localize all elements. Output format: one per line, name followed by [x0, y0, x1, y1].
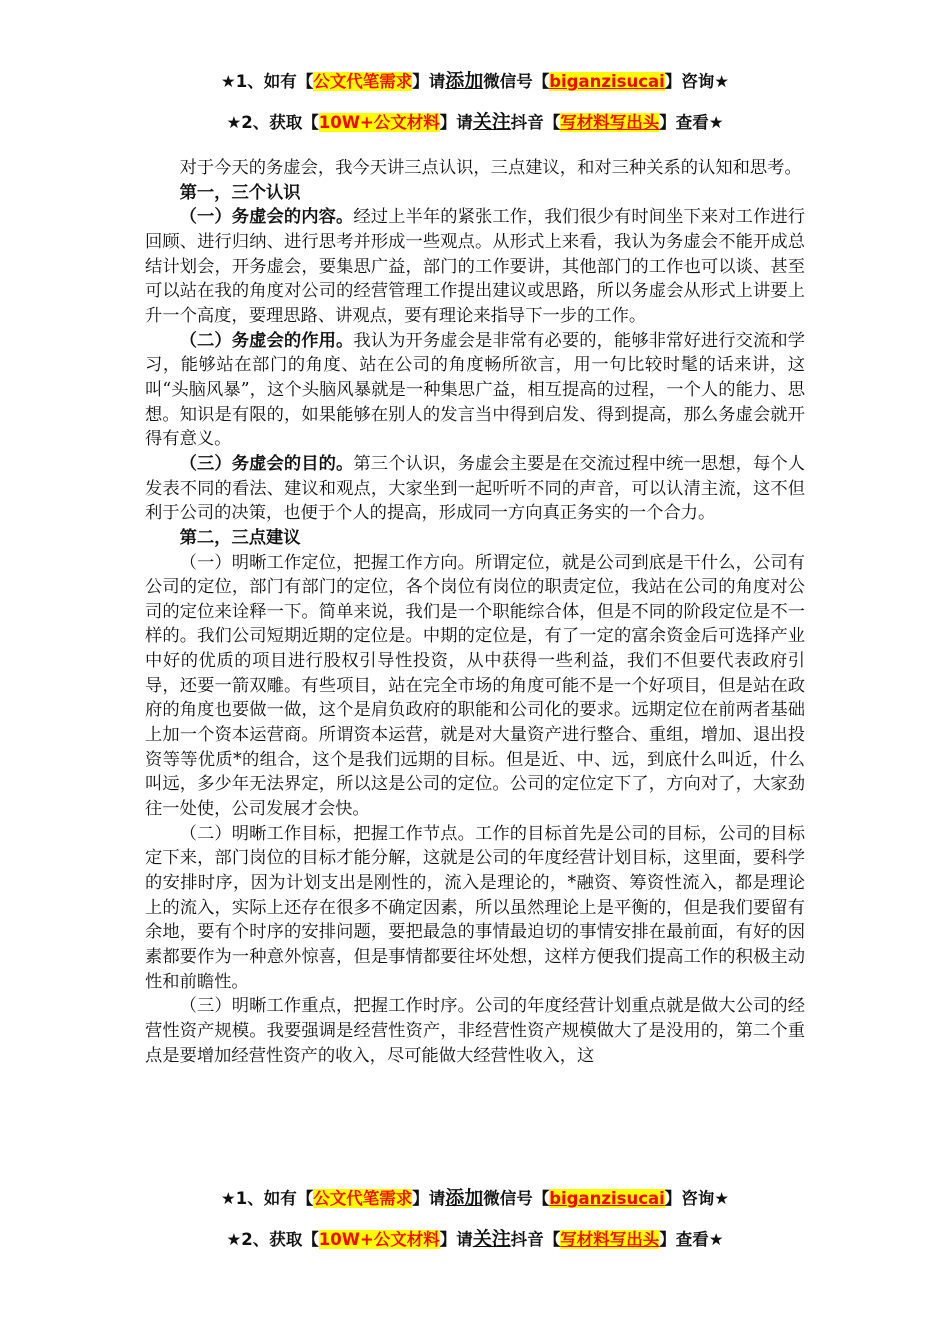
paragraph-2 — [145, 329, 805, 452]
banner-douyin-id: 写材料写出头 — [560, 113, 660, 132]
header-banner-line-1 — [0, 69, 950, 94]
paragraph-4: （一）明晰工作定位，把握工作方向。所谓定位，就是公司到底是干什么，公司有公司的定位，部门有部门的定位，各个岗位有岗位的职责定位，我站在公司的角度对公司的定位来诠释一下。简单来说，我们是一个职能综合体，但是不同的阶段定位是不一样的。我们公司短期近期的定位是。中期的定位是，有了一定的富余资金后可选择产业中好的优质的项目进行股权引导性投资，从中获得一些利益，我们不但要代表政府引导，还要一箭双雕。有些项目，站在完全市场的角度可能不是一个好项目，但是站在政府的角度也要做一做，这个是肩负政府的职能和公司化的要求。远期定位在前两者基础上加一个资本运营商。所谓资本运营，就是对大量资产进行整合、重组，增加、退出投资等等优质*的组合，这个是我们远期的目标。但是近、中、远，到底什么叫近，什么叫远，多少年无法界定，所以这是公司的定位。公司的定位定下了，方向对了，大家劲往一处使，公司发展才会快。 — [145, 552, 805, 820]
header-banner-line-2 — [0, 110, 950, 135]
banner-wechat-id: biganzisucai — [549, 72, 665, 91]
banner-underline: 关注 — [472, 111, 511, 133]
banner-highlight: 10W+公文材料 — [318, 113, 440, 132]
paragraph-1-text: 经过上半年的紧张工作，我们很少有时间坐下来对工作进行回顾、进行归纳、进行思考并形成一些观点。从形式上来看，我认为务虚会不能开成总结计划会，开务虚会，要集思广益，部门的工作要讲，其他部门的工作也可以谈、甚至可以站在我的角度对公司的经营管理工作提出建议或思路，所以务虚会从形式上讲要上升一个高度，要理思路、讲观点，要有理论来指导下一步的工作。 — [145, 207, 805, 326]
banner-text: ★2、获取【 — [226, 113, 319, 132]
banner-underline: 关注 — [472, 1228, 511, 1250]
paragraph-2-text: 我认为开务虚会是非常有必要的，能够非常好进行交流和学习，能够站在部门的角度、站在公司的角度畅所欲言，用一句比较时髦的话来讲，这叫“头脑风暴”，这个头脑风暴就是一种集思广益，相互提高的过程，一个人的能力、思想。知识是有限的，如果能够在别人的发言当中得到启发、得到提高，那么务虚会就开得有意义。 — [145, 330, 805, 450]
banner-text: 】请 — [412, 1189, 446, 1208]
paragraph-5: （二）明晰工作目标，把握工作节点。工作的目标首先是公司的目标，公司的目标定下来，部门岗位的目标才能分解，这就是公司的年度经营计划目标，这里面，要科学的安排时序，因为计划支出是刚性的，流入是理论的，*融资、筹资性流入，都是理论上的流入，实际上还存在很多不确定因素，所以虽然理论上是平衡的，但是我们要留有余地，要有个时序的安排问题，要把最急的事情最迫切的事情安排在最前面，有好的因素都要作为一种意外惊喜，但是事情都要往坏处想，这样方便我们提高工作的积极主动性和前瞻性。 — [145, 823, 805, 992]
banner-text: 抖音【 — [510, 1230, 561, 1249]
footer-banner-line-1 — [0, 1186, 950, 1211]
section-1-title: 第一，三个认识 — [179, 182, 301, 203]
paragraph-1-heading: （一）务虚会的内容。 — [179, 207, 354, 228]
banner-text: ★1、如有【 — [220, 72, 314, 91]
banner-underline: 添加 — [445, 70, 484, 92]
banner-highlight: 公文代笔需求 — [313, 72, 413, 91]
banner-text: ★1、如有【 — [220, 1189, 314, 1208]
banner-text: 】咨询★ — [664, 1189, 730, 1208]
paragraph-3-text: 第三个认识，务虚会主要是在交流过程中统一思想，每个人发表不同的看法、建议和观点，大家坐到一起听听不同的声音，可以认清主流，这不但利于公司的决策，也便于个人的提高，形成同一方向真正务实的一个合力。 — [145, 453, 805, 524]
paragraph-3 — [145, 452, 805, 526]
banner-douyin-id: 写材料写出头 — [560, 1230, 660, 1249]
banner-highlight: 10W+公文材料 — [318, 1230, 440, 1249]
paragraph-2-heading: （二）务虚会的作用。 — [179, 330, 354, 351]
paragraph-1 — [145, 205, 805, 328]
banner-text: 抖音【 — [510, 113, 561, 132]
banner-text: 】查看★ — [659, 1230, 724, 1249]
banner-text: 】查看★ — [659, 113, 724, 132]
banner-text: 】请 — [439, 113, 473, 132]
footer-banner-line-2 — [0, 1227, 950, 1252]
paragraph-3-heading: （三）务虚会的目的。 — [179, 453, 354, 474]
banner-text: 】请 — [412, 72, 446, 91]
banner-underline: 添加 — [445, 1187, 484, 1209]
document-body — [145, 156, 805, 1068]
banner-text: 】咨询★ — [664, 72, 730, 91]
banner-text: 】请 — [439, 1230, 473, 1249]
paragraph-6: （三）明晰工作重点，把握工作时序。公司的年度经营计划重点就是做大公司的经营性资产规模。我要强调是经营性资产，非经营性资产规模做大了是没用的，第二个重点是要增加经营性资产的收入，尽可能做大经营性收入，这 — [145, 996, 805, 1066]
banner-text: 微信号【 — [483, 72, 550, 91]
section-2-title: 第二，三点建议 — [179, 527, 301, 548]
banner-highlight: 公文代笔需求 — [313, 1189, 413, 1208]
banner-text: 微信号【 — [483, 1189, 550, 1208]
banner-text: ★2、获取【 — [226, 1230, 319, 1249]
banner-wechat-id: biganzisucai — [549, 1189, 665, 1208]
intro-paragraph: 对于今天的务虚会，我今天讲三点认识，三点建议，和对三种关系的认知和思考。 — [179, 158, 802, 178]
